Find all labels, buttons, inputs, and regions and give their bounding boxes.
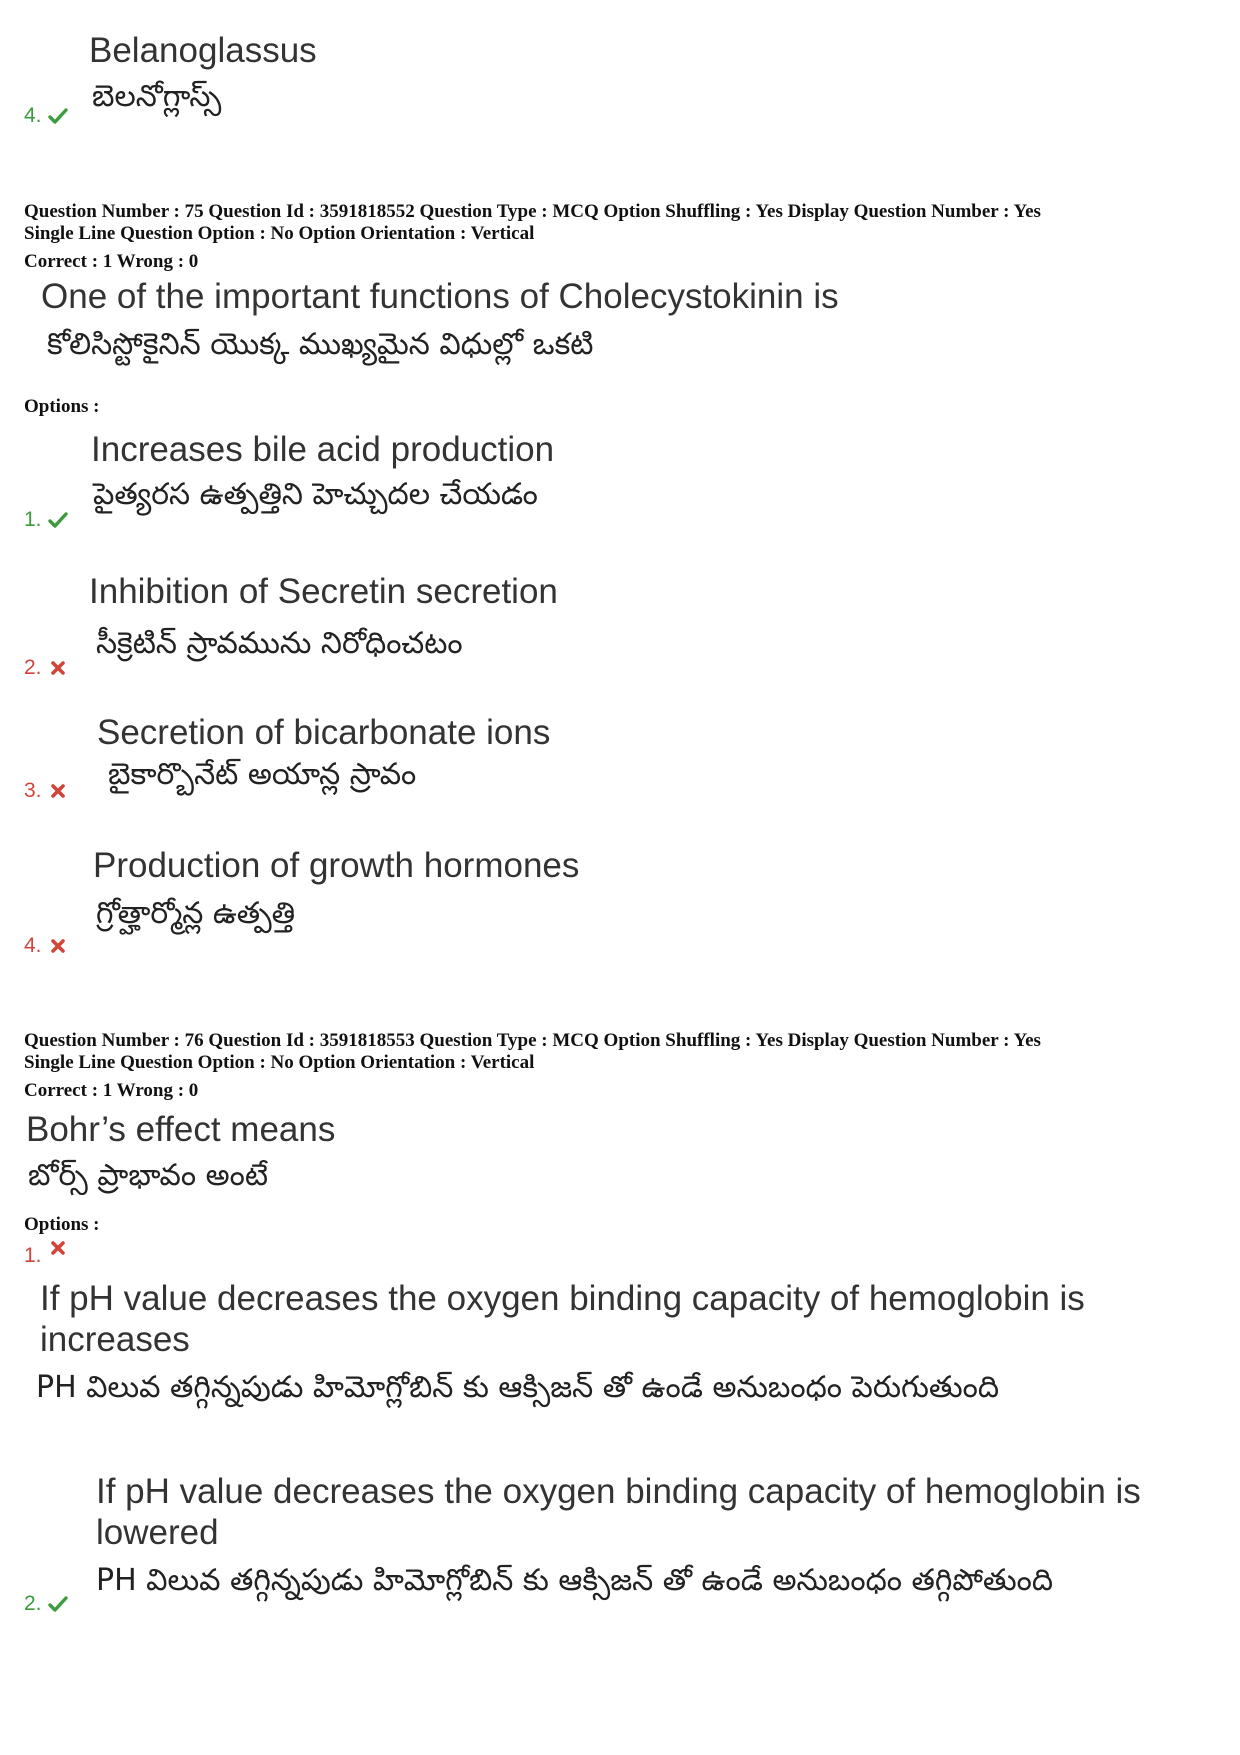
check-icon (48, 510, 68, 530)
q75-score: Correct : 1 Wrong : 0 (24, 251, 199, 272)
option-number-label: 1. (24, 508, 42, 531)
q76-option-2-english-line1: If pH value decreases the oxygen binding capacity of hemoglobin is (96, 1472, 1141, 1511)
q75-option-4-english: Production of growth hormones (93, 846, 580, 885)
q75-question-telugu: కోలిసిస్టోకైనిన్ యొక్క ముఖ్యమైన విధుల్లో ఒకటి (47, 327, 594, 362)
option-number-label: 4. (24, 104, 42, 127)
q75-option-2-number (24, 656, 68, 680)
q75-options-label: Options : (24, 396, 100, 417)
prev-option-4-english: Belanoglassus (89, 31, 317, 70)
q75-option-2-english: Inhibition of Secretin secretion (89, 572, 558, 611)
q76-option-2-number (24, 1592, 68, 1616)
q76-meta-line1: Question Number : 76 Question Id : 3591818553 Question Type : MCQ Option Shuffling : Yes Display Question Number : Yes (24, 1030, 1041, 1051)
q76-option-1-number (24, 1244, 68, 1268)
cross-icon (48, 936, 68, 956)
q76-meta-line2: Single Line Question Option : No Option Orientation : Vertical (24, 1052, 535, 1073)
option-number-label: 4. (24, 934, 42, 957)
q76-question-english: Bohr’s effect means (26, 1110, 336, 1149)
q75-question-english: One of the important functions of Cholecystokinin is (41, 277, 839, 316)
q75-option-1-telugu: పైత్యరస ఉత్పత్తిని హెచ్చుదల చేయడం (93, 477, 538, 512)
q75-option-1-number (24, 508, 68, 532)
q76-option-1-english-line2: increases (40, 1320, 190, 1359)
check-icon (48, 1594, 68, 1614)
q76-options-label: Options : (24, 1214, 100, 1235)
option-number-label: 2. (24, 656, 42, 679)
cross-icon (48, 658, 68, 678)
option-number-label: 2. (24, 1592, 42, 1615)
cross-icon (48, 781, 68, 801)
q75-option-4-number (24, 934, 68, 958)
q75-option-1-english: Increases bile acid production (91, 430, 555, 469)
q75-option-3-telugu: బైకార్బొనేట్ అయాన్ల స్రావం (108, 757, 417, 792)
q76-option-2-english-line2: lowered (96, 1513, 219, 1552)
q75-option-2-telugu: సీక్రెటిన్ స్రావమును నిరోధించటం (96, 626, 463, 661)
q75-option-3-number (24, 779, 68, 803)
q75-option-4-telugu: గ్రోత్హార్మోన్ల ఉత్పత్తి (96, 896, 296, 931)
q76-option-2-telugu: PH విలువ తగ్గిన్నపుడు హిమోగ్లోబిన్ కు ఆక్సిజన్ తో ఉండే అనుబంధం తగ్గిపోతుంది (96, 1563, 1053, 1598)
option-number-label: 1. (24, 1244, 42, 1267)
option-number-label: 3. (24, 779, 42, 802)
q75-option-3-english: Secretion of bicarbonate ions (97, 713, 551, 752)
prev-option-4-telugu: బెలనోగ్లాస్స్ (92, 79, 222, 114)
q76-option-1-english-line1: If pH value decreases the oxygen binding capacity of hemoglobin is (40, 1279, 1085, 1318)
q76-option-1-telugu: PH విలువ తగ్గిన్నపుడు హిమోగ్లోబిన్ కు ఆక్సిజన్ తో ఉండే అనుబంధం పెరుగుతుంది (36, 1370, 999, 1405)
check-icon (48, 106, 68, 126)
q76-score: Correct : 1 Wrong : 0 (24, 1080, 199, 1101)
q75-meta-line1: Question Number : 75 Question Id : 3591818552 Question Type : MCQ Option Shuffling : Yes Display Question Number : Yes (24, 201, 1041, 222)
prev-option-4-number (24, 104, 68, 128)
cross-icon (48, 1238, 68, 1258)
q75-meta-line2: Single Line Question Option : No Option Orientation : Vertical (24, 223, 535, 244)
q76-question-telugu: బోర్స్ ప్రాభావం అంటే (28, 1158, 268, 1193)
